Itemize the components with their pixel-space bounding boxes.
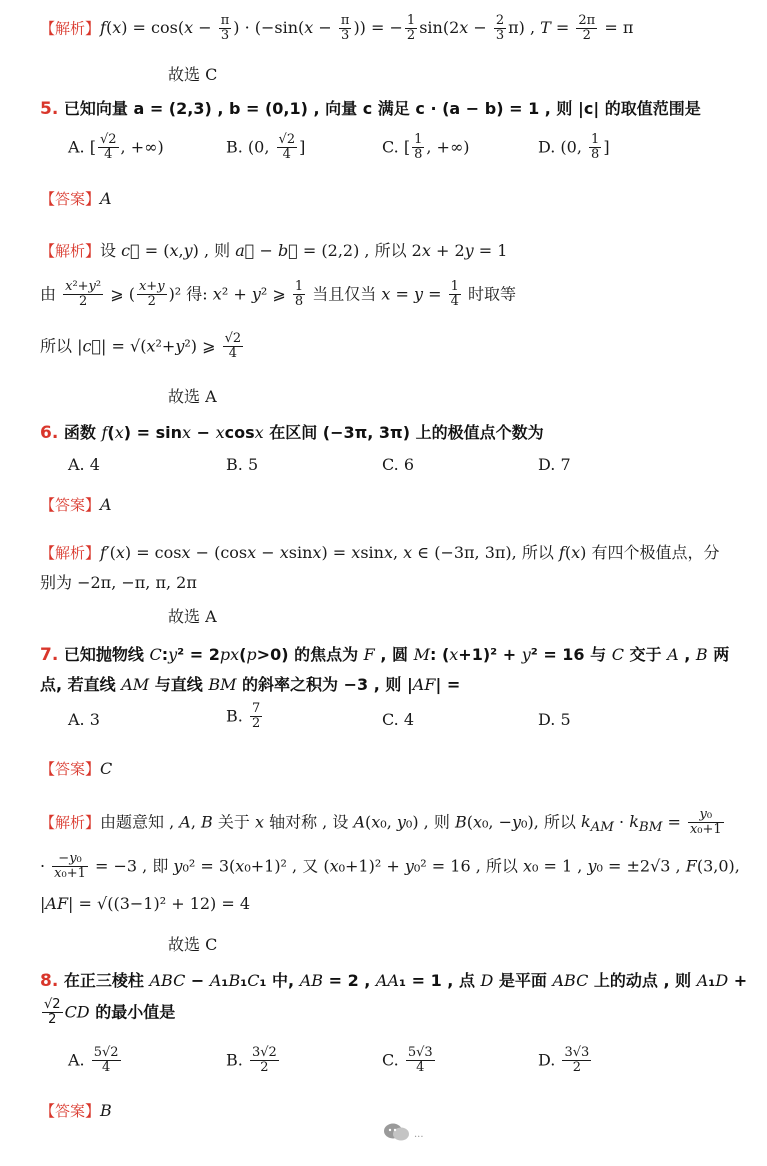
question-8-stem-line-1: 8. 在正三棱柱 ABC − A₁B₁C₁ 中, AB = 2 , AA₁ = 1 , 点 D 是平面 ABC 上的动点 , 则 A₁D + bbox=[40, 971, 748, 991]
q7-option-c: C. 4 bbox=[382, 710, 415, 729]
answer-tag: 【答案】 bbox=[40, 496, 101, 514]
q6-solution-line-2: 别为 −2π, −π, π, 2π bbox=[40, 573, 197, 592]
question-7-stem-line-1: 7. 已知抛物线 C:y² = 2px(p>0) 的焦点为 F , 圆 M: (x+1)² + y² = 16 与 C 交于 A , B 两 bbox=[40, 645, 730, 665]
q6-option-b: B. 5 bbox=[226, 455, 259, 474]
answer-tag: 【答案】 bbox=[40, 190, 101, 208]
q6-option-a: A. 4 bbox=[68, 455, 100, 474]
q7-conclusion: 故选 C bbox=[168, 935, 218, 954]
answer-value: A bbox=[100, 189, 112, 208]
question-7-stem-line-2: 点, 若直线 AM 与直线 BM 的斜率之积为 −3 , 则 |AF| = bbox=[40, 675, 461, 694]
q7-option-a: A. 3 bbox=[68, 710, 100, 729]
wechat-icon bbox=[382, 1121, 412, 1143]
answer-value: B bbox=[100, 1101, 112, 1120]
question-number: 6. bbox=[40, 423, 59, 443]
answer-value: A bbox=[100, 495, 112, 514]
prev-conclusion: 故选 C bbox=[168, 65, 218, 84]
solution-tag: 【解析】 bbox=[40, 19, 101, 38]
q5-solution-line-1: 【解析】设 c⃗ = (x,y) , 则 a⃗ − b⃗ = (2,2) , 所以 2x + 2y = 1 bbox=[40, 241, 508, 260]
watermark-dots: ··· bbox=[414, 1132, 424, 1143]
q8-option-a: A. $\frac{5√2}{4}$ bbox=[68, 1045, 119, 1076]
question-number: 8. bbox=[40, 971, 59, 991]
solution-tag: 【解析】 bbox=[40, 544, 101, 562]
prev-solution-line bbox=[40, 14, 633, 44]
question-5-stem: 5. 已知向量 a = (2,3) , b = (0,1) , 向量 c 满足 c · (a − b) = 1 , 则 |c| 的取值范围是 bbox=[40, 99, 701, 119]
q5-answer bbox=[40, 188, 112, 209]
answer-tag: 【答案】 bbox=[40, 760, 101, 778]
q6-conclusion: 故选 A bbox=[168, 607, 217, 626]
question-8-stem-line-2: $\frac{√2}{2}$ CD 的最小值是 bbox=[44, 997, 176, 1028]
solution-tag: 【解析】 bbox=[40, 813, 101, 832]
q5-solution-line-2: 由 $\frac{\text{x²+y²}}{2}$ ⩾ ( $\frac{x+y}{2}$ )² 得: x² + y² ⩾ $\frac{1}{8}$ 当且仅当 x = y = $\frac{1}{4}$ 时取等 bbox=[40, 279, 516, 310]
q7-answer bbox=[40, 758, 112, 779]
q7-option-d: D. 5 bbox=[538, 710, 571, 729]
q6-option-c: C. 6 bbox=[382, 455, 415, 474]
q8-option-b: B. $\frac{3√2}{2}$ bbox=[226, 1045, 277, 1076]
q5-option-a: A. [ $\frac{√2}{4}$ , +∞) bbox=[68, 132, 164, 163]
q8-option-d: D. $\frac{3√3}{2}$ bbox=[538, 1045, 590, 1076]
question-6-stem: 6. 函数 f(x) = sinx − xcosx 在区间 (−3π, 3π) 上的极值点个数为 bbox=[40, 423, 544, 443]
prev-solution-formula: f(x) = cos(x − $\frac{\pi}{3}$ ) · (−sin(x − $\frac{\pi}{3}$ )) = − $\frac{1}{2}$ sin(2x − $\frac{2}{3}$ π) , T = $\frac{2\pi}{2}$ = π bbox=[100, 13, 634, 44]
question-number: 7. bbox=[40, 645, 59, 665]
q5-conclusion: 故选 A bbox=[168, 387, 217, 406]
question-number: 5. bbox=[40, 99, 59, 119]
q5-option-c: C. [ $\frac{1}{8}$ , +∞) bbox=[382, 132, 470, 163]
q5-option-d: D. (0, $\frac{1}{8}$ ] bbox=[538, 132, 610, 163]
q5-option-b: B. (0, $\frac{√2}{4}$ ] bbox=[226, 132, 306, 163]
q5-solution-line-3: 所以 |c⃗| = √(x²+y²) ⩾ $\frac{√2}{4}$ bbox=[40, 331, 242, 362]
q7-option-b: B. $\frac{7}{2}$ bbox=[226, 701, 261, 732]
q6-option-d: D. 7 bbox=[538, 455, 571, 474]
q7-solution-line-1: 【解析】由题意知 , A, B 关于 x 轴对称 , 设 A(x₀, y₀) , 则 B(x₀, −y₀), 所以 $k_{AM} \cdot k_{BM}$ = $\frac{\text{y₀}}{\text{x₀+1}}$ bbox=[40, 807, 722, 838]
q7-solution-line-3: |AF| = √((3−1)² + 12) = 4 bbox=[40, 894, 251, 913]
q6-solution-line-1: 【解析】f′(x) = cosx − (cosx − xsinx) = xsinx, x ∈ (−3π, 3π), 所以 f(x) 有四个极值点，分 bbox=[40, 543, 720, 562]
q6-answer bbox=[40, 494, 112, 515]
answer-value: C bbox=[100, 759, 113, 778]
q7-solution-line-2: · $\frac{\text{−y₀}}{\text{x₀+1}}$ = −3 , 即 y₀² = 3(x₀+1)² , 又 (x₀+1)² + y₀² = 16 , 所以 x₀ = 1 , y₀ = ±2√3 , F(3,0), bbox=[40, 851, 740, 882]
solution-tag: 【解析】 bbox=[40, 242, 101, 260]
q8-option-c: C. $\frac{5√3}{4}$ bbox=[382, 1045, 433, 1076]
q8-answer bbox=[40, 1100, 112, 1121]
answer-tag: 【答案】 bbox=[40, 1102, 101, 1120]
